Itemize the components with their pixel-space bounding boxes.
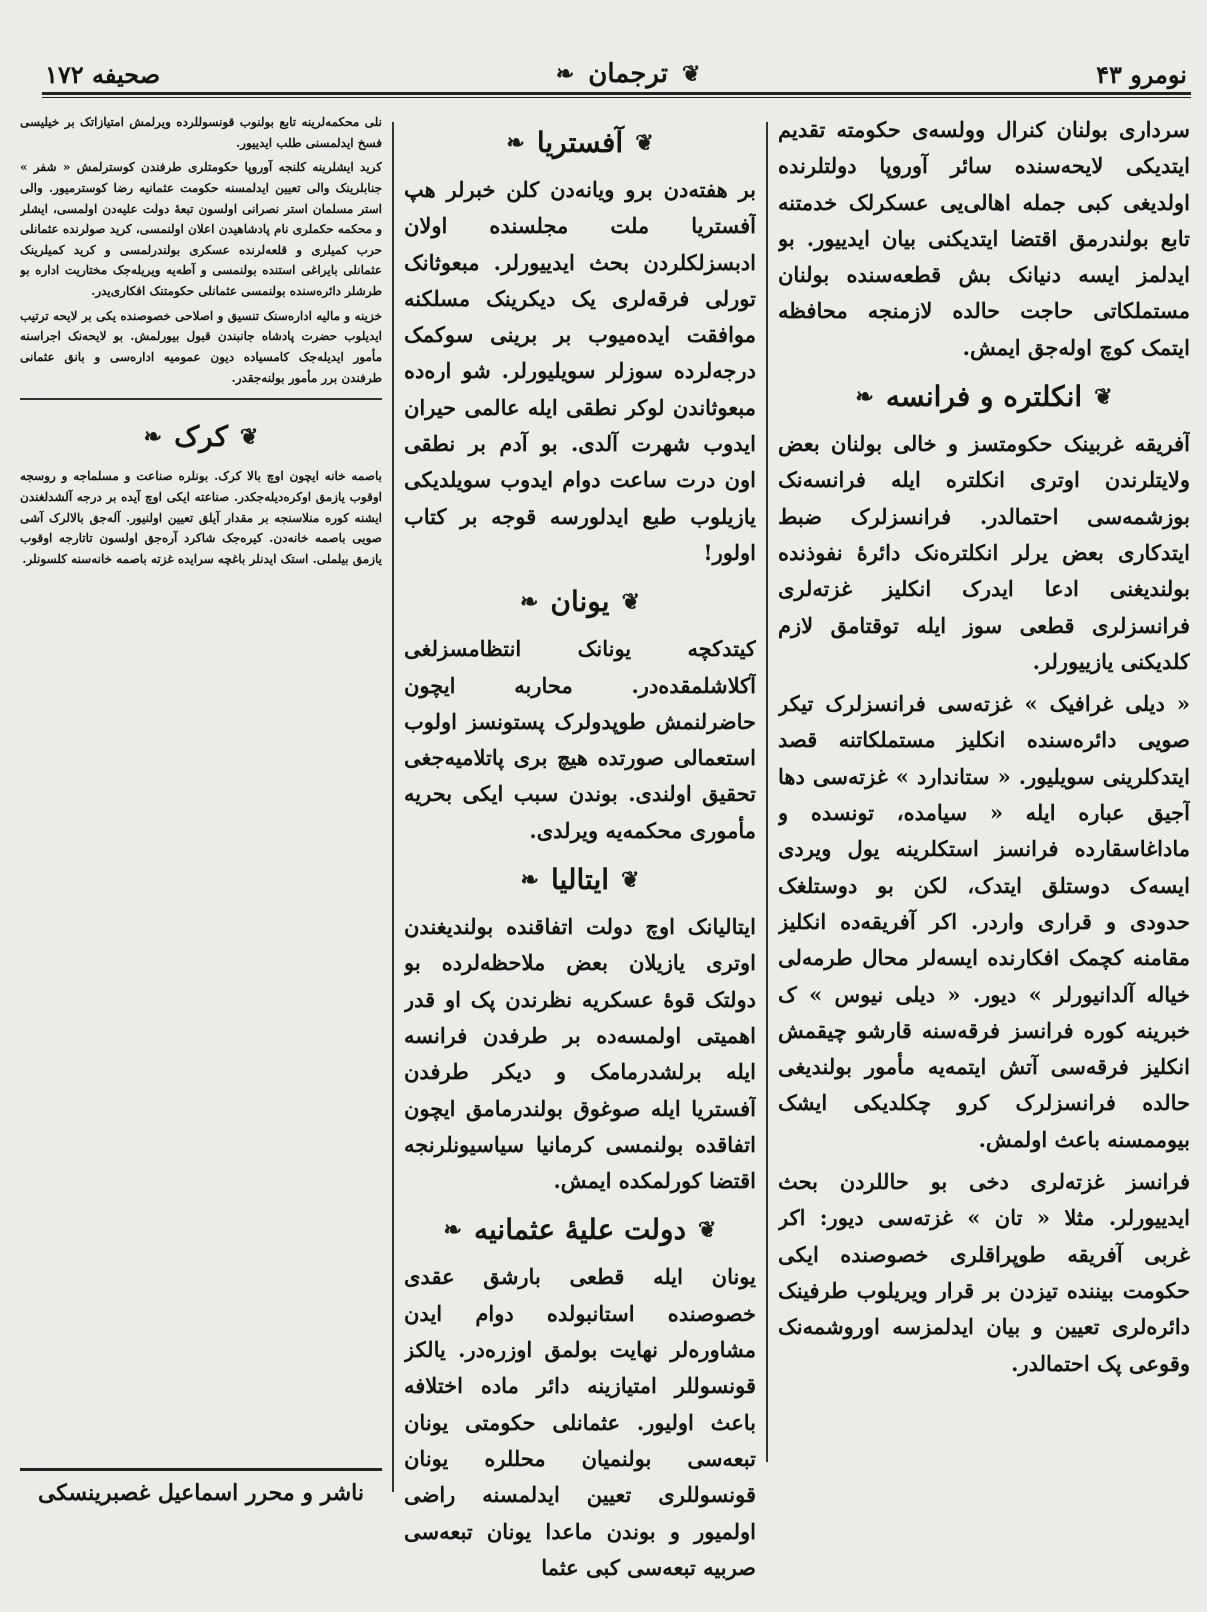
- ornament-icon: ❧: [443, 1217, 462, 1244]
- issue-number: نومرو ۴۳: [1096, 59, 1187, 89]
- england-france-paragraph-2: « دیلی غرافیک » غزته‌سی فرانسزلرک تیکر صویی دائره‌سنده انکلیز مستملکاتنه قصد ایتدکلرینی سویلیور. « ستاندارد » غزته‌سی دها آجیق عباره ایله « سیامده، تونسده و ماداغاسقارده فرانسز استکلرینه یول ویردی ایسه‌ک دوستلق ایتدک، لکن بو دوستلغک حدودی و قراری واردر. اکر آفریقه‌ده انکلیز مقامنه کچمک افکارنده ایسه‌لر محال طرمه‌لی خیاله آلدانیورلر » دیور. « دیلی نیوس » ک خبرینه کوره فرانسز فرقه‌سنه قارشو چیقمش انکلیز فرقه‌سی آتش ایتمه‌یه مأمور بولندیغی حالده فرانسزلرک کرو چکلدیکی ایشک بیوممسنه باعث اولمش.: [778, 691, 1190, 1152]
- ornament-icon: ❧: [855, 383, 874, 410]
- left-paragraph-2: کرید ایشلرینه کلنجه آوروپا حکومتلری طرفندن کوسترلمش « شفر » جنابلرینک والی تعیین ایدلمسنه حکومت عثمانیه رضا کوسترمیور. والی استر مسلمان استر نصرانی اولسون تبعهٔ دولت علیه‌دن اولمسی، ایشلر و محکمه حکملری نام پادشاهیدن اعلان اولنمسی، کرید صولرنده عثمانلی حرب کمیلری و قلعه‌لرنده عسکری بولندرلمسی و کرید کمیلرینک عثمانلی بایراغی استنده بولنمسی و آطه‌یه ویریله‌جک مختاریت اداره بو طرشلر دائره‌سنده بولنمسی عثمانلی حکومتنک افکاری‌یدر.: [20, 160, 382, 299]
- ornament-icon: ❧: [143, 424, 163, 450]
- section-heading-greece: [404, 575, 756, 629]
- ornament-icon: ❦: [621, 866, 640, 893]
- ornament-icon: ❧: [520, 866, 539, 893]
- ornament-icon: ❦: [698, 1217, 717, 1244]
- ornament-icon: ❦: [621, 589, 641, 616]
- england-france-paragraph-3: فرانسز غزته‌لری دخی بو حاللردن بحث ایدییورلر. مثلا « تان » غزته‌سی دیور: اکر غربی آفریقه طوپراقلری خصوصنده ایکی حکومت بیننده تیزدن بر قرار ویریلوب طرفینک دائره‌لری تعیین و بیان ایدلمزسه اوروشمه‌نک وقوعی پک احتمالدر.: [778, 1169, 1190, 1376]
- heading-text: انکلتره و فرانسه: [885, 379, 1083, 413]
- heading-text: دولت علیهٔ عثمانیه: [473, 1213, 687, 1247]
- left-paragraph-3: خزینه و مالیه اداره‌سنک تنسیق و اصلاحی خصوصنده یکی بر لایحه ترتیب ایدیلوب حضرت پادشاه جانبندن قبول بیورلمش. بو لایحه‌نک اجراسنه مأمور ایدیله‌جک کامسیاده دیون عمومیه اداره‌سی و بانق عثمانی طرفندن برر مأمور بولنه‌جقدر.: [20, 308, 382, 385]
- header-rule: [42, 92, 1191, 98]
- ottoman-paragraph: یونان ایله قطعی بارشق عقدی خصوصنده استانبولده دوام ایدن مشاوره‌لر نهایت بولمق اوزره‌در. یالکز قونسوللر امتیازینه دائر ماده اختلافه باعث اولیور. عثمانلی حکومتی یونان تبعه‌سی بولنمیان محللره یونان قونسوللری تعیین ایدلمسنه راضی اولمیور و بوندن ماعدا یونان تبعه‌سی صربیه تبعه‌سی کبی عثما: [404, 1264, 756, 1580]
- middle-column: [404, 112, 756, 1612]
- page-header: [45, 50, 1187, 98]
- section-heading-italy: [404, 853, 756, 907]
- left-paragraph-1: نلی محکمه‌لرینه تابع بولنوب قونسوللرده ویرلمش امتیازاتک بر خیلیسی فسخ ایدلمسنی طلب ایدییور.: [20, 115, 382, 150]
- footer-rule: [20, 1468, 382, 1471]
- england-france-paragraph-1: آفریقه غربینک حکومتسز و خالی بولنان بعض ولایتلرندن اوتری انکلتره ایله فرانسه‌نک بوزشمه‌سی احتمالدر. فرانسزلرک ضبط ایتدکاری بعض یرلر انکلتره‌نک دائرهٔ نفوذنده بولندیغنی ادعا ایدرک انکلیز غزته‌لری فرانسزلری قطعی سوز ایله توقتامق لازم کلدیکنی یازییورلر.: [778, 431, 1190, 674]
- ornament-icon: ❧: [519, 589, 539, 616]
- ornament-right-icon: ❧: [555, 61, 575, 87]
- austria-paragraph: بر هفته‌دن برو ویانه‌دن کلن خبرلر هپ آفستریا ملت مجلسنده اولان ادبسزلکلردن بحث ایدییورلر. مبعوثانک تورلی فرقه‌لری یک دیکرینک مسلکنه موافقت ایده‌میوب بر برینی سوکمک درجه‌لرده سوزلر سویلیورلر. شو اره‌ده مبعوثاندن لوکر نطقی ایله عالمی حیران ایدوب شهرت آلدی. بو آدم بر نطقی اون درت ساعت دوام ایدوب سویلدیکی یازیلوب طبع ایدلورسه قوجه بر کتاب اولور!: [404, 177, 756, 565]
- section-heading-ottoman: [404, 1203, 756, 1257]
- italy-paragraph: ایتالیانک اوچ دولت اتفاقنده بولندیغندن اوتری یازیلان بعض ملاحظه‌لرده بو دولتک قوهٔ عسکریه نظرندن پک او قدر اهمیتی اولمسه‌ده بر طرفدن فرانسه ایله برلشدرمامک و دیکر طرفدن آفستریا ایله صوغوق بولندرمامق ایچون اتفاقده بولنمسی کرمانیا سیاسیونلرنجه اقتضا کورلمکده ایمش.: [404, 914, 756, 1194]
- column-divider-left: [392, 122, 394, 1492]
- greece-paragraph: کیتدکچه یونانک انتظامسزلغی آکلاشلمقده‌در. محاربه ایچون حاضرلنمش طوپدولرک پستونسز اولوب استعمالی صورتده هیچ بری پاتلامیه‌جغی تحقیق اولندی. بوندن سبب ایکی بحریه مأموری محکمه‌یه ویرلدی.: [404, 636, 756, 843]
- publisher-line: ناشر و محرر اسماعیل غصبرینسکی: [37, 1480, 365, 1506]
- section-heading-england-france: [778, 370, 1190, 424]
- ornament-icon: ❧: [506, 129, 525, 156]
- greek-paragraph: باصمه خانه ایچون اوچ بالا کرک. بونلره صناعت و مسلماجه و روسجه اوقوب یازمق اوکره‌دیله‌جکدر. صناعته ایکی اوچ آیده بر درجه آلشدلغندن ایشنه کوره منلاسنجه بر مقدار آیلق تعیین اولنیور. آله‌جق بالالرک آشی صویی باصمه خانه‌دن. کیره‌جک شاکرد آره‌جق اولسون تاتارجه اوقوب یازمق بیلملی. استک ایدنلر باغچه سرایده غزته باصمه خانه‌سنه کلسونلر.: [20, 469, 382, 566]
- section-heading-austria: [404, 116, 756, 170]
- ornament-icon: ❦: [635, 129, 654, 156]
- ornament-icon: ❦: [239, 424, 259, 450]
- page-number: صحیفه ۱۷۲: [45, 59, 161, 89]
- heading-text: آفستریا: [536, 125, 624, 159]
- ornament-left-icon: ❦: [681, 61, 701, 87]
- newspaper-title: ترجمان: [588, 59, 668, 89]
- ornament-icon: ❦: [1094, 383, 1113, 410]
- heading-text: یونان: [550, 585, 610, 619]
- section-rule: [20, 398, 382, 400]
- right-column: [778, 112, 1190, 1592]
- right-intro-paragraph: سرداری بولنان کنرال وولسه‌ی حکومته تقدیم ایتدیکی لایحه‌سنده سائر آوروپا دولتلرنده اولدیغی کبی جمله اهالی‌یی عسکرلک خدمتنه تابع بولندرمق اقتضا ایتدیکنی بیان ایدییور. بو ایدلمز ایسه دنیانک بش قطعه‌سنده بولنان مستملکاتی حاجت حالده لازمنجه محافظه ایتمک کوچ اوله‌جق ایمش.: [778, 117, 1190, 360]
- column-divider-right: [766, 122, 768, 1462]
- section-heading-greek: [20, 410, 382, 464]
- masthead: [556, 59, 701, 89]
- left-column: [20, 112, 382, 1452]
- heading-text: ایتالیا: [550, 862, 610, 896]
- heading-text: کرک: [174, 420, 228, 453]
